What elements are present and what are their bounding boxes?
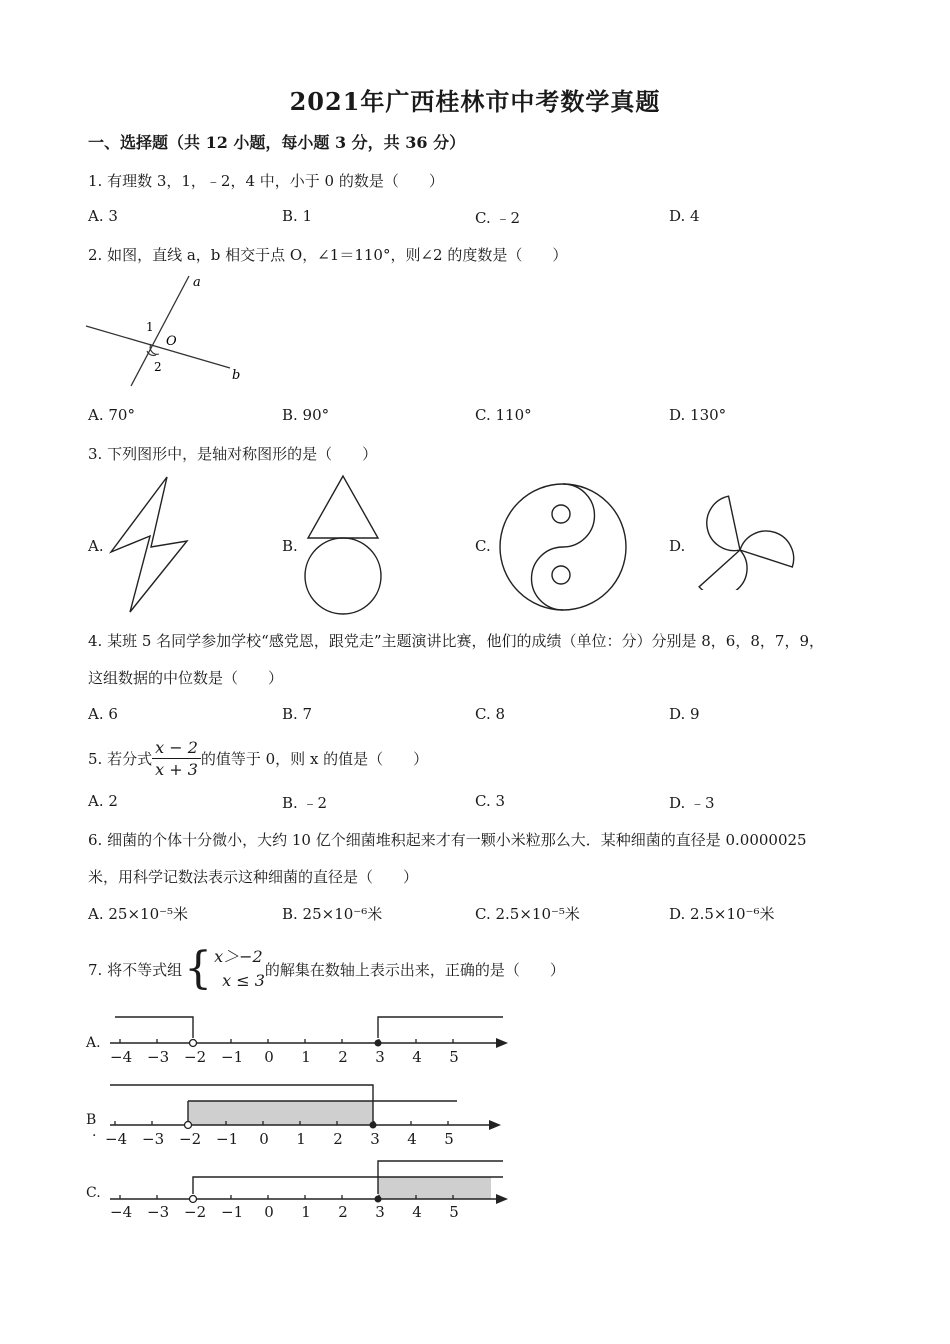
closed-point	[375, 1196, 382, 1203]
triangle-over-circle-icon	[300, 472, 390, 618]
label-o: O	[166, 334, 177, 349]
q3-option-c[interactable]: C.	[475, 537, 491, 555]
shaded-region	[188, 1101, 373, 1125]
q7-option-c[interactable]: C.	[86, 1185, 101, 1201]
tick-label: 1	[296, 1130, 306, 1148]
tick-label: −2	[184, 1048, 207, 1066]
tick-label: −1	[221, 1048, 244, 1066]
q6-option-c[interactable]: C. 2.5×10⁻⁵米	[475, 905, 580, 923]
tick-label: −3	[147, 1203, 170, 1221]
tick-label: −2	[184, 1203, 207, 1221]
q5-stem-prefix: 5. 若分式	[88, 749, 153, 768]
tick-label: −4	[110, 1203, 133, 1221]
q5-numerator: x − 2	[152, 738, 201, 759]
q3-option-a[interactable]: A.	[88, 537, 104, 555]
q7-ineq-2: x ≤ 3	[222, 971, 265, 990]
open-point	[190, 1196, 197, 1203]
tick-label: 2	[338, 1203, 348, 1221]
q1-stem: 1. 有理数 3，1，﹣2，4 中，小于 0 的数是（ ）	[88, 172, 444, 190]
q7-inequality-system	[214, 945, 265, 993]
tick-label: 2	[333, 1130, 343, 1148]
q5-fraction	[152, 738, 201, 779]
q5-stem-suffix: 的值等于 0，则 x 的值是（ ）	[200, 749, 429, 768]
q1-option-c[interactable]: C. ﹣2	[475, 209, 521, 227]
q1-option-a[interactable]: A. 3	[88, 207, 118, 225]
q7-option-a[interactable]: A.	[86, 1035, 101, 1051]
q3-option-b[interactable]: B.	[282, 537, 298, 555]
label-1: 1	[146, 320, 154, 334]
tick-label: −1	[221, 1203, 244, 1221]
yin-yang-icon	[494, 478, 632, 616]
tick-label: 5	[449, 1203, 459, 1221]
tick-label: 2	[338, 1048, 348, 1066]
q5-option-a[interactable]: A. 2	[88, 792, 118, 810]
q2-option-d[interactable]: D. 130°	[669, 406, 727, 424]
tick-label: 5	[444, 1130, 454, 1148]
tick-label: −2	[179, 1130, 202, 1148]
lightning-bolt-icon	[104, 474, 194, 616]
q4-option-a[interactable]: A. 6	[88, 705, 118, 723]
page-title: 2021年广西桂林市中考数学真题	[289, 87, 661, 116]
tick-label: 5	[449, 1048, 459, 1066]
q2-intersecting-lines-figure	[84, 272, 254, 392]
q4-option-b[interactable]: B. 7	[282, 705, 313, 723]
tick-label: 3	[375, 1048, 385, 1066]
tick-label: 4	[407, 1130, 417, 1148]
q2-option-c[interactable]: C. 110°	[475, 406, 532, 424]
q7-ineq-1: x＞−2	[214, 947, 263, 966]
q1-option-b[interactable]: B. 1	[282, 207, 313, 225]
tick-label: −3	[142, 1130, 165, 1148]
tick-label: 0	[264, 1203, 274, 1221]
q4-stem-line1: 4. 某班 5 名同学参加学校“感党恩，跟党走”主题演讲比赛，他们的成绩（单位：分）分别是 8，6，8，7，9，	[88, 632, 824, 650]
q7-option-b-dot: .	[92, 1124, 97, 1140]
q5-option-d[interactable]: D. ﹣3	[669, 794, 715, 812]
q2-stem: 2. 如图，直线 a，b 相交于点 O，∠1＝110°，则∠2 的度数是（ ）	[88, 246, 568, 264]
q3-stem: 3. 下列图形中，是轴对称图形的是（ ）	[88, 445, 378, 463]
q6-option-b[interactable]: B. 25×10⁻⁶米	[282, 905, 383, 923]
q7-option-b[interactable]: B	[86, 1112, 97, 1128]
q6-stem-line2: 米，用科学记数法表示这种细菌的直径是（ ）	[88, 868, 419, 886]
tick-label: 1	[301, 1048, 311, 1066]
closed-point	[370, 1122, 377, 1129]
section-heading: 一、选择题（共 12 小题，每小题 3 分，共 36 分）	[88, 133, 466, 152]
open-point	[190, 1040, 197, 1047]
q5-stem	[88, 734, 428, 782]
tick-label: 3	[370, 1130, 380, 1148]
tick-label: 0	[264, 1048, 274, 1066]
q4-option-c[interactable]: C. 8	[475, 705, 506, 723]
closed-point	[375, 1040, 382, 1047]
tick-label: 4	[412, 1048, 422, 1066]
q5-option-b[interactable]: B. ﹣2	[282, 794, 328, 812]
label-b: b	[232, 368, 241, 383]
q1-option-d[interactable]: D. 4	[669, 207, 700, 225]
tick-label: −4	[105, 1130, 128, 1148]
q7-stem-prefix: 7. 将不等式组	[88, 960, 183, 979]
left-brace: {	[184, 943, 213, 994]
label-2: 2	[154, 360, 162, 374]
q6-option-a[interactable]: A. 25×10⁻⁵米	[88, 905, 189, 923]
three-blade-fan-icon	[690, 490, 800, 590]
q3-option-d[interactable]: D.	[669, 537, 686, 555]
shaded-region	[378, 1177, 491, 1199]
q4-option-d[interactable]: D. 9	[669, 705, 700, 723]
tick-label: 4	[412, 1203, 422, 1221]
q6-option-d[interactable]: D. 2.5×10⁻⁶米	[669, 905, 775, 923]
tick-label: −1	[216, 1130, 239, 1148]
q5-option-c[interactable]: C. 3	[475, 792, 506, 810]
tick-label: 3	[375, 1203, 385, 1221]
tick-label: 0	[259, 1130, 269, 1148]
q5-denominator: x + 3	[155, 759, 198, 779]
q2-option-a[interactable]: A. 70°	[88, 406, 135, 424]
q7-stem-suffix: 的解集在数轴上表示出来，正确的是（ ）	[264, 960, 565, 979]
q2-option-b[interactable]: B. 90°	[282, 406, 330, 424]
q4-stem-line2: 这组数据的中位数是（ ）	[88, 669, 284, 687]
tick-label: −3	[147, 1048, 170, 1066]
tick-label: 1	[301, 1203, 311, 1221]
tick-label: −4	[110, 1048, 133, 1066]
q7-stem	[88, 943, 565, 995]
q6-stem-line1: 6. 细菌的个体十分微小，大约 10 亿个细菌堆积起来才有一颗小米粒那么大．某种细菌的直径是 0.0000025	[88, 831, 807, 849]
label-a: a	[193, 275, 201, 290]
open-point	[185, 1122, 192, 1129]
